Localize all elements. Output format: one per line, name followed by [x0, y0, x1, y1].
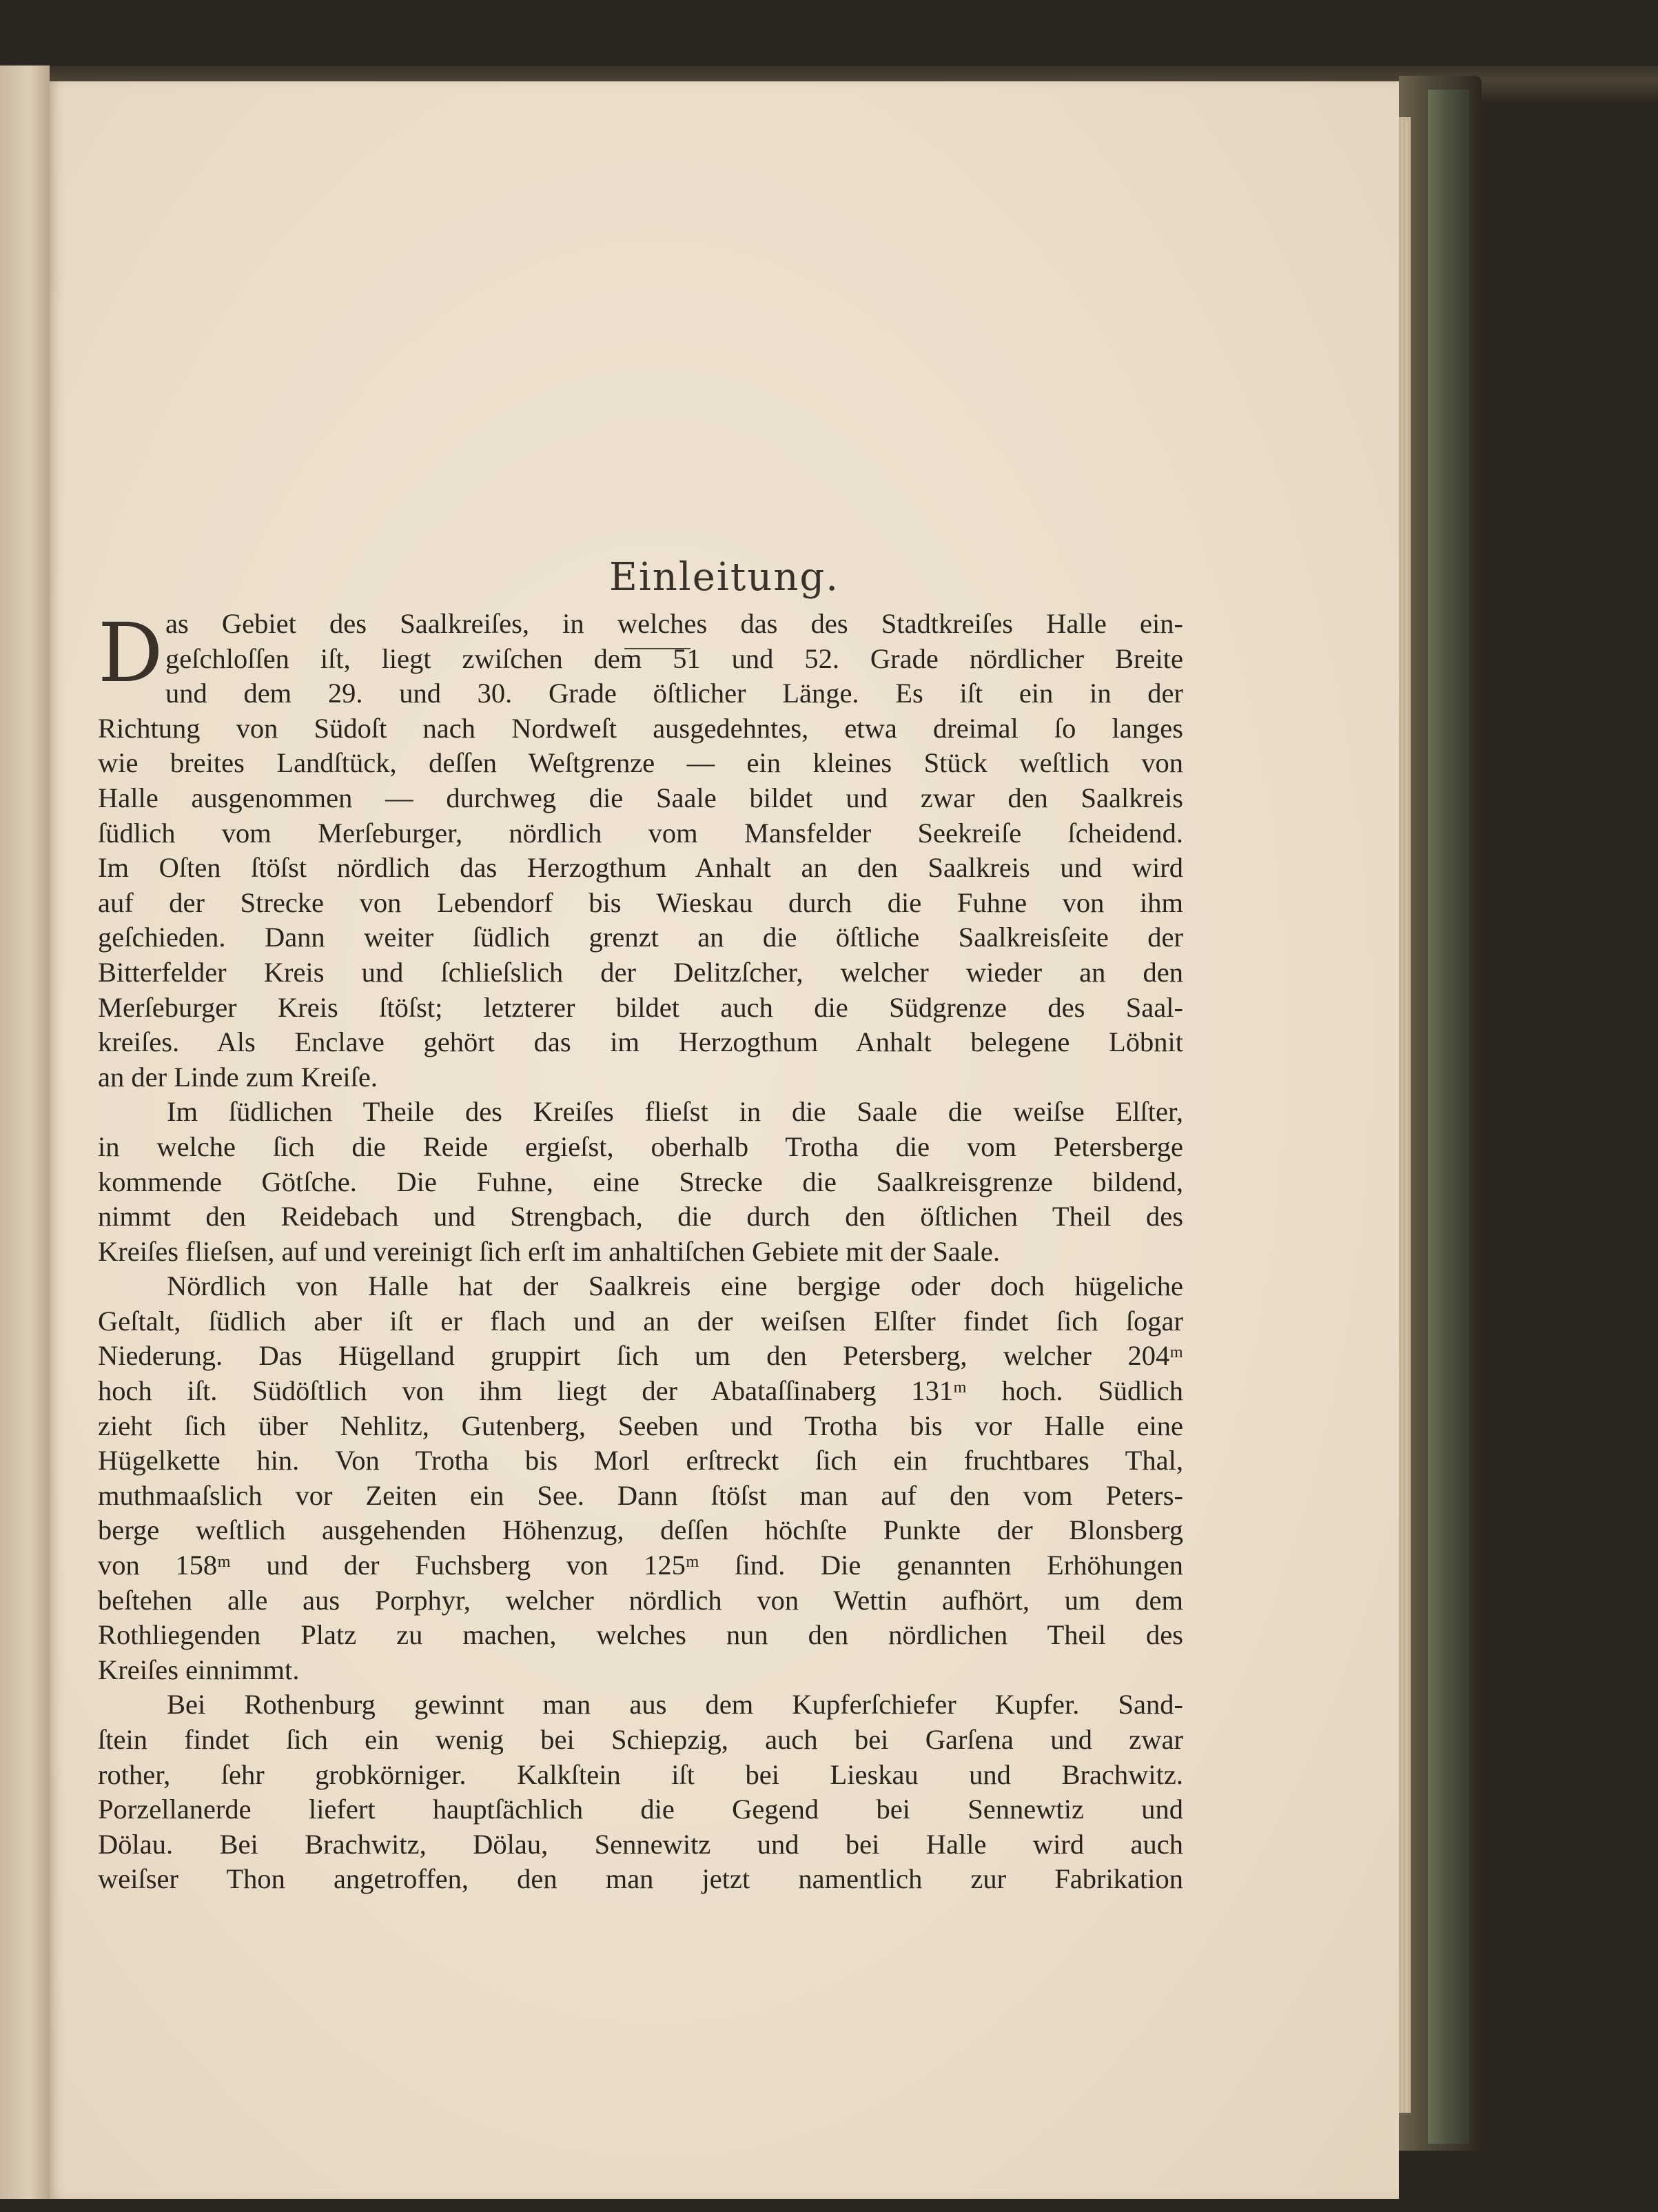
- text-line: Geſtalt, ſüdlich aber iſt er flach und an der weiſsen Elſter findet ſich ſogar: [98, 1305, 1183, 1337]
- text-line: Merſeburger Kreis ſtöſst; letzterer bildet auch die Südgrenze des Saal-: [98, 991, 1183, 1023]
- text-line: Nördlich von Halle hat der Saalkreis eine bergige oder doch hügeliche: [167, 1270, 1183, 1302]
- body-text: [98, 607, 1183, 1897]
- drop-cap: D: [98, 605, 163, 700]
- text-line: Bei Rothenburg gewinnt man aus dem Kupferſchiefer Kupfer. Sand-: [167, 1689, 1183, 1721]
- text-line: berge weſtlich ausgehenden Höhenzug, deſſen höchſte Punkte der Blonsberg: [98, 1514, 1183, 1546]
- text-line: zieht ſich über Nehlitz, Gutenberg, Seeben und Trotha bis vor Halle eine: [98, 1410, 1183, 1441]
- text-line: geſchieden. Dann weiter ſüdlich grenzt an die öſtliche Saalkreisſeite der: [98, 922, 1183, 953]
- text-line: kreiſes. Als Enclave gehört das im Herzogthum Anhalt belegene Löbnit: [98, 1026, 1183, 1058]
- text-line: ſüdlich vom Merſeburger, nördlich vom Mansfelder Seekreiſe ſcheidend.: [98, 817, 1183, 849]
- text-line: in welche ſich die Reide ergieſst, oberhalb Trotha die vom Petersberge: [98, 1130, 1183, 1162]
- text-line: ſtein findet ſich ein wenig bei Schiepzig, auch bei Garſena und zwar: [98, 1724, 1183, 1755]
- text-line: Im Oſten ſtöſst nördlich das Herzogthum Anhalt an den Saalkreis und wird: [98, 852, 1183, 884]
- book-cover-cloth: [1428, 90, 1469, 2144]
- text-line: auf der Strecke von Lebendorf bis Wieskau durch die Fuhne von ihm: [98, 886, 1183, 918]
- text-line: Kreiſes flieſsen, auf und vereinigt ſich erſt im anhaltiſchen Gebiete mit der Saale.: [98, 1235, 1001, 1267]
- text-line: wie breites Landſtück, deſſen Weſtgrenze — ein kleines Stück weſtlich von: [98, 747, 1183, 779]
- text-line: an der Linde zum Kreiſe.: [98, 1061, 378, 1093]
- text-line: weiſser Thon angetroffen, den man jetzt namentlich zur Fabrikation: [98, 1863, 1183, 1895]
- text-line: von 158ᵐ und der Fuchsberg von 125ᵐ ſind. Die genannten Erhöhungen: [98, 1550, 1183, 1581]
- text-line: Porzellanerde liefert hauptſächlich die Gegend bei Sennewtiz und: [98, 1794, 1183, 1825]
- text-line: geſchloſſen iſt, liegt zwiſchen dem 51 und 52. Grade nördlicher Breite: [165, 642, 1183, 674]
- text-line: Halle ausgenommen — durchweg die Saale bildet und zwar den Saalkreis: [98, 782, 1183, 813]
- text-line: Richtung von Südoſt nach Nordweſt ausgedehntes, etwa dreimal ſo langes: [98, 712, 1183, 744]
- text-line: beſtehen alle aus Porphyr, welcher nördlich von Wettin aufhört, um dem: [98, 1584, 1183, 1616]
- text-line: as Gebiet des Saalkreiſes, in welches das des Stadtkreiſes Halle ein-: [165, 608, 1183, 639]
- text-line: rother, ſehr grobkörniger. Kalkſtein iſt bei Lieskau und Brachwitz.: [98, 1758, 1183, 1790]
- text-line: Niederung. Das Hügelland gruppirt ſich um den Petersberg, welcher 204ᵐ: [98, 1340, 1183, 1372]
- text-line: Im ſüdlichen Theile des Kreiſes flieſst in die Saale die weiſse Elſter,: [167, 1096, 1183, 1128]
- text-line: Dölau. Bei Brachwitz, Dölau, Sennewitz und bei Halle wird auch: [98, 1828, 1183, 1860]
- text-line: Kreiſes einnimmt.: [98, 1654, 300, 1685]
- text-line: und dem 29. und 30. Grade öſtlicher Länge. Es iſt ein in der: [165, 678, 1183, 709]
- text-line: Rothliegenden Platz zu machen, welches nun den nördlichen Theil des: [98, 1619, 1183, 1651]
- text-line: Bitterfelder Kreis und ſchlieſslich der Delitzſcher, welcher wieder an den: [98, 956, 1183, 988]
- previous-page-edge: [0, 65, 50, 2199]
- text-line: nimmt den Reidebach und Strengbach, die durch den öſtlichen Theil des: [98, 1201, 1183, 1232]
- text-line: Hügelkette hin. Von Trotha bis Morl erſtreckt ſich ein fruchtbares Thal,: [98, 1445, 1183, 1477]
- text-line: kommende Götſche. Die Fuhne, eine Strecke die Saalkreisgrenze bildend,: [98, 1166, 1183, 1197]
- text-line: muthmaaſslich vor Zeiten ein See. Dann ſtöſst man auf den vom Peters-: [98, 1479, 1183, 1511]
- text-line: hoch iſt. Südöſtlich von ihm liegt der Abataſſinaberg 131ᵐ hoch. Südlich: [98, 1375, 1183, 1407]
- page-title: Einleitung.: [608, 555, 840, 600]
